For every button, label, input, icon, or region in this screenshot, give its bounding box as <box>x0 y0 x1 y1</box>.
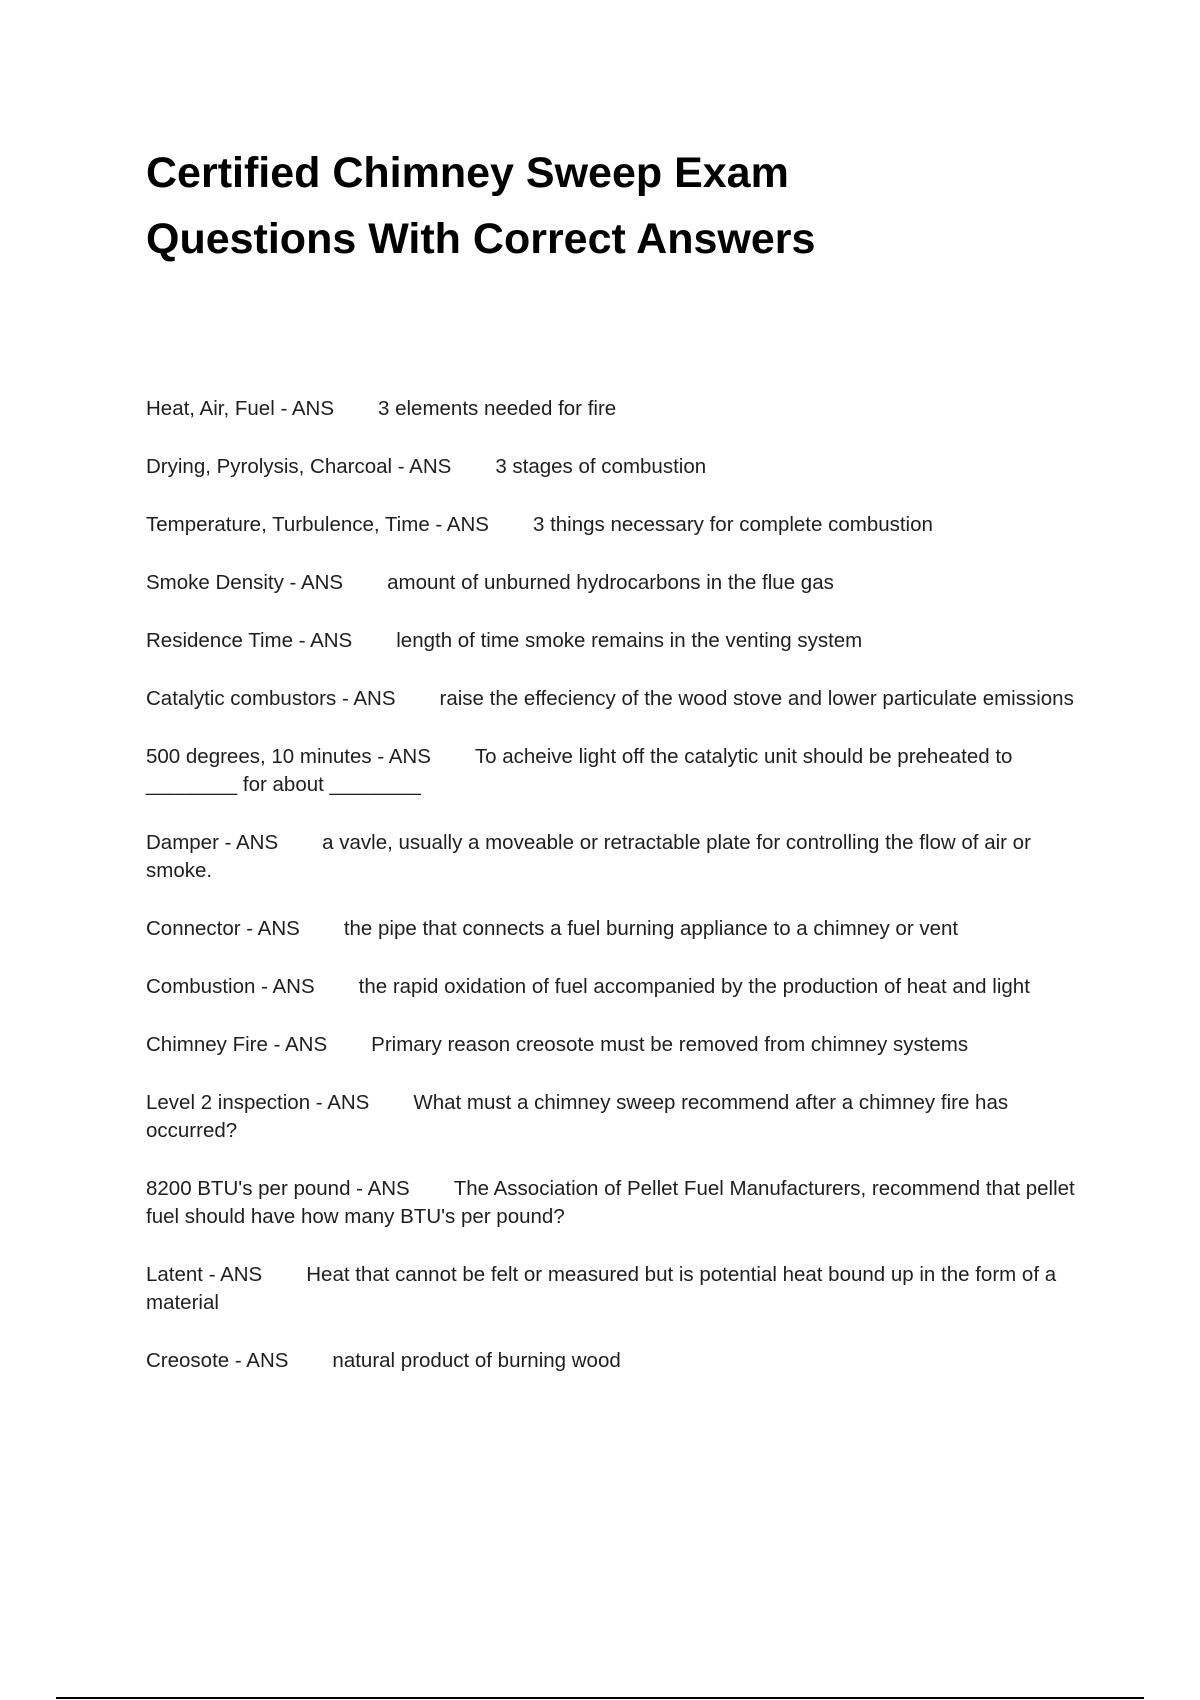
qa-definition: raise the effeciency of the wood stove and lower particulate emissions <box>439 687 1074 710</box>
qa-term: Latent - ANS <box>146 1263 263 1286</box>
qa-definition: length of time smoke remains in the venting system <box>396 629 863 652</box>
qa-term: Drying, Pyrolysis, Charcoal - ANS <box>146 455 452 478</box>
qa-item <box>146 511 1096 539</box>
qa-term: Chimney Fire - ANS <box>146 1033 328 1056</box>
qa-term: Connector - ANS <box>146 917 300 940</box>
qa-item <box>146 829 1096 885</box>
qa-term: 500 degrees, 10 minutes - ANS <box>146 745 431 768</box>
qa-list <box>146 395 1096 1405</box>
qa-item <box>146 1261 1096 1317</box>
qa-definition: Primary reason creosote must be removed from chimney systems <box>371 1033 969 1056</box>
qa-item <box>146 1175 1096 1231</box>
qa-definition: the rapid oxidation of fuel accompanied by the production of heat and light <box>358 975 1030 998</box>
qa-term: Creosote - ANS <box>146 1349 289 1372</box>
qa-definition: 3 things necessary for complete combustion <box>532 513 933 536</box>
qa-item <box>146 627 1096 655</box>
qa-item <box>146 1089 1096 1145</box>
qa-definition: 3 stages of combustion <box>495 455 707 478</box>
qa-definition: Heat that cannot be felt or measured but is potential heat bound up in the form of a material <box>146 1263 1057 1314</box>
qa-definition: the pipe that connects a fuel burning appliance to a chimney or vent <box>343 917 959 940</box>
qa-item <box>146 685 1096 713</box>
qa-item <box>146 1031 1096 1059</box>
page-bottom-rule <box>56 1697 1144 1699</box>
qa-definition: What must a chimney sweep recommend after a chimney fire has occurred? <box>146 1091 1009 1142</box>
qa-definition: natural product of burning wood <box>332 1349 621 1372</box>
qa-term: Smoke Density - ANS <box>146 571 344 594</box>
qa-item <box>146 569 1096 597</box>
qa-term: Temperature, Turbulence, Time - ANS <box>146 513 489 536</box>
qa-item <box>146 743 1096 799</box>
qa-definition: amount of unburned hydrocarbons in the flue gas <box>387 571 834 594</box>
qa-definition: a vavle, usually a moveable or retractable plate for controlling the flow of air or smoke. <box>146 831 1031 882</box>
qa-term: Level 2 inspection - ANS <box>146 1091 370 1114</box>
qa-term: Combustion - ANS <box>146 975 315 998</box>
qa-term: 8200 BTU's per pound - ANS <box>146 1177 410 1200</box>
qa-term: Catalytic combustors - ANS <box>146 687 396 710</box>
qa-term: Damper - ANS <box>146 831 279 854</box>
qa-term: Heat, Air, Fuel - ANS <box>146 397 334 420</box>
qa-item <box>146 453 1096 481</box>
qa-definition: The Association of Pellet Fuel Manufacturers, recommend that pellet fuel should have how many BTU's per pound? <box>146 1177 1075 1228</box>
document-title: Certified Chimney Sweep Exam Questions With Correct Answers <box>146 149 816 263</box>
qa-item <box>146 395 1096 423</box>
qa-item <box>146 973 1096 1001</box>
qa-definition: To acheive light off the catalytic unit should be preheated to ________ for about ________ <box>146 745 1013 796</box>
qa-item <box>146 1347 1096 1375</box>
qa-item <box>146 915 1096 943</box>
qa-term: Residence Time - ANS <box>146 629 353 652</box>
qa-definition: 3 elements needed for fire <box>378 397 617 420</box>
